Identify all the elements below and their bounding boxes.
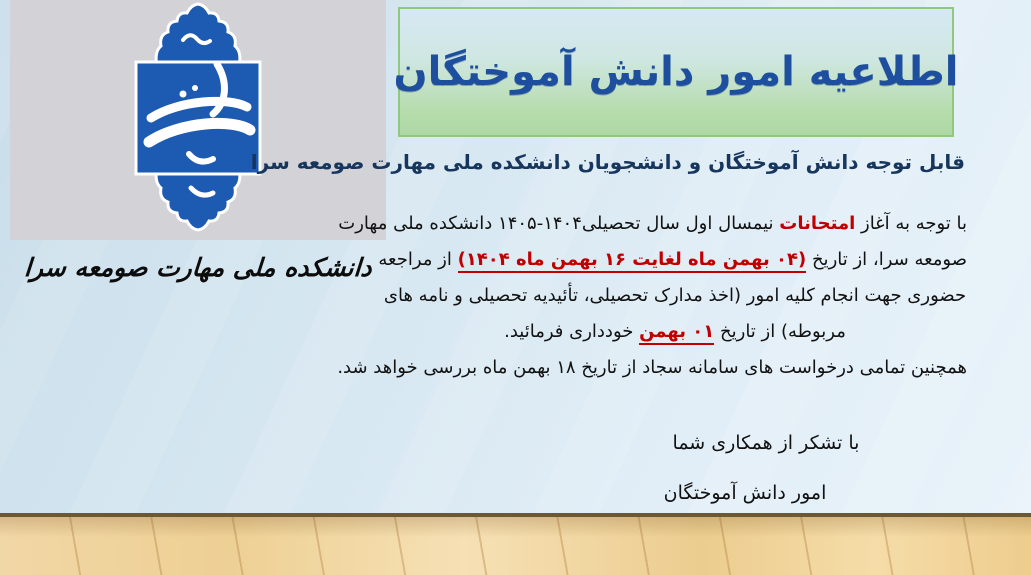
- line4-red-date: ۰۱ بهمن: [639, 321, 714, 345]
- line4-pre: مربوطه) از تاریخ: [714, 321, 846, 342]
- line1-post: نیمسال اول سال تحصیلی۱۴۰۴-۱۴۰۵ دانشکده ملی مهارت: [338, 213, 780, 234]
- line2-post: از مراجعه: [378, 249, 458, 270]
- line2-red-dates: (۰۴ بهمن ماه لغایت ۱۶ بهمن ماه ۱۴۰۴): [458, 249, 807, 273]
- wood-floor: [0, 513, 1031, 575]
- emblem-text: [198, 0, 199, 1]
- notice-heading: قابل توجه دانش آموختگان و دانشجویان دانشکده ملی مهارت صومعه سرا: [250, 150, 965, 174]
- notice-body: [337, 206, 967, 386]
- notice-line-5: همچنین تمامی درخواست های سامانه سجاد از تاریخ ۱۸ بهمن ماه بررسی خواهد شد.: [337, 357, 967, 378]
- line1-pre: با توجه به آغاز: [855, 213, 967, 234]
- line1-red-highlight: امتحانات: [779, 213, 856, 234]
- notice-line-3: حضوری جهت انجام کلیه امور (اخذ مدارک تحصیلی، تأئیدیه تحصیلی و نامه های: [383, 285, 967, 306]
- signature-line: امور دانش آموختگان: [663, 482, 827, 504]
- thanks-line: با تشکر از همکاری شما: [672, 432, 860, 454]
- slide-title: اطلاعیه امور دانش آموختگان: [393, 49, 959, 95]
- line2-pre: صومعه سرا، از تاریخ: [806, 249, 967, 270]
- title-box: [393, 7, 959, 137]
- university-logo: [133, 2, 263, 232]
- notice-line-2: [378, 242, 967, 278]
- logo-panel: [10, 0, 386, 240]
- notice-line-1: [338, 206, 967, 242]
- college-name-calligraphy: دانشکده ملی مهارت صومعه سرا: [23, 253, 373, 282]
- line4-post: خودداری فرمائید.: [504, 321, 640, 342]
- notice-line-4: [383, 314, 967, 350]
